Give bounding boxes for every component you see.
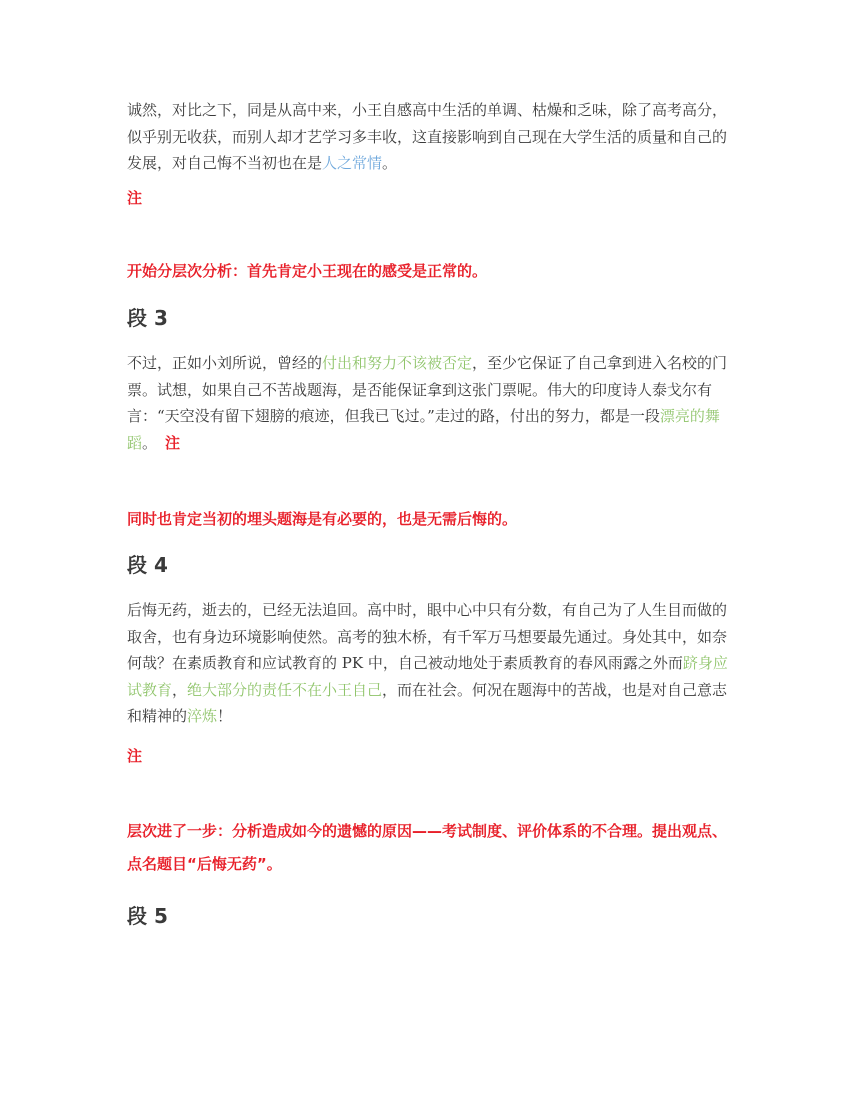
- paragraph-text: ，: [172, 680, 188, 699]
- section-heading-3: 段 3: [127, 306, 168, 330]
- analysis-comment: 同时也肯定当初的埋头题海是有必要的，也是无需后悔的。: [127, 510, 518, 528]
- paragraph-2: [127, 97, 737, 177]
- section-heading-4: 段 4: [127, 553, 168, 577]
- note-marker[interactable]: 注: [165, 433, 181, 452]
- highlighted-phrase[interactable]: 跻身应试教育: [127, 654, 728, 699]
- paragraph-text: ，至少它保证了自己拿到进入名校的门票。试想，如果自己不苦战题海，是否能保证拿到这张门票呢。伟大的印度诗人泰戈尔有言：“天空没有留下翅膀的痕迹，但我已飞过。”走过的路，付出的努力，都是一段: [127, 354, 728, 425]
- paragraph-text: ，而在社会。何况在题海中的苦战，也是对自己意志和精神的: [127, 680, 728, 725]
- analysis-comment: 开始分层次分析：首先肯定小王现在的感受是正常的。: [127, 262, 488, 280]
- section-heading-5: 段 5: [127, 904, 168, 928]
- paragraph-text: 诚然，对比之下，同是从高中来，小王自感高中生活的单调、枯燥和乏味，除了高考高分，似乎别无收获，而别人却才艺学习多丰收，这直接影响到自己现在大学生活的质量和自己的发展，对自己悔不当初也在是: [127, 101, 728, 172]
- paragraph-text: 。: [382, 154, 398, 172]
- analysis-comment: 层次进了一步：分析造成如今的遗憾的原因——考试制度、评价体系的不合理。提出观点、点名题目“后悔无药”。: [127, 822, 728, 873]
- document-page: [127, 0, 737, 1113]
- paragraph-text: ！: [217, 707, 233, 725]
- note-marker[interactable]: 注: [127, 189, 143, 207]
- highlighted-phrase[interactable]: 付出和努力不该被否定: [322, 354, 473, 372]
- paragraph-text: 后悔无药，逝去的，已经无法追回。高中时，眼中心中只有分数，有自己为了人生目而做的取舍，也有身边环境影响使然。高考的独木桥，有千军万马想要最先通过。身处其中，如奈何哉？在素质教育和应试教育的 PK 中，自己被动地处于素质教育的春风雨露之外而: [127, 601, 728, 672]
- highlighted-phrase[interactable]: 淬炼: [187, 707, 218, 725]
- paragraph-text: 不过，正如小刘所说，曾经的: [127, 354, 323, 372]
- paragraph-4: [127, 597, 737, 730]
- highlighted-phrase[interactable]: 绝大部分的责任不在小王自己: [187, 680, 383, 699]
- highlighted-phrase[interactable]: 漂亮的舞蹈: [127, 407, 720, 452]
- note-marker[interactable]: 注: [127, 747, 143, 765]
- paragraph-3: [127, 350, 737, 456]
- paragraph-text: 。: [142, 433, 158, 452]
- highlighted-phrase[interactable]: 人之常情: [322, 154, 383, 172]
